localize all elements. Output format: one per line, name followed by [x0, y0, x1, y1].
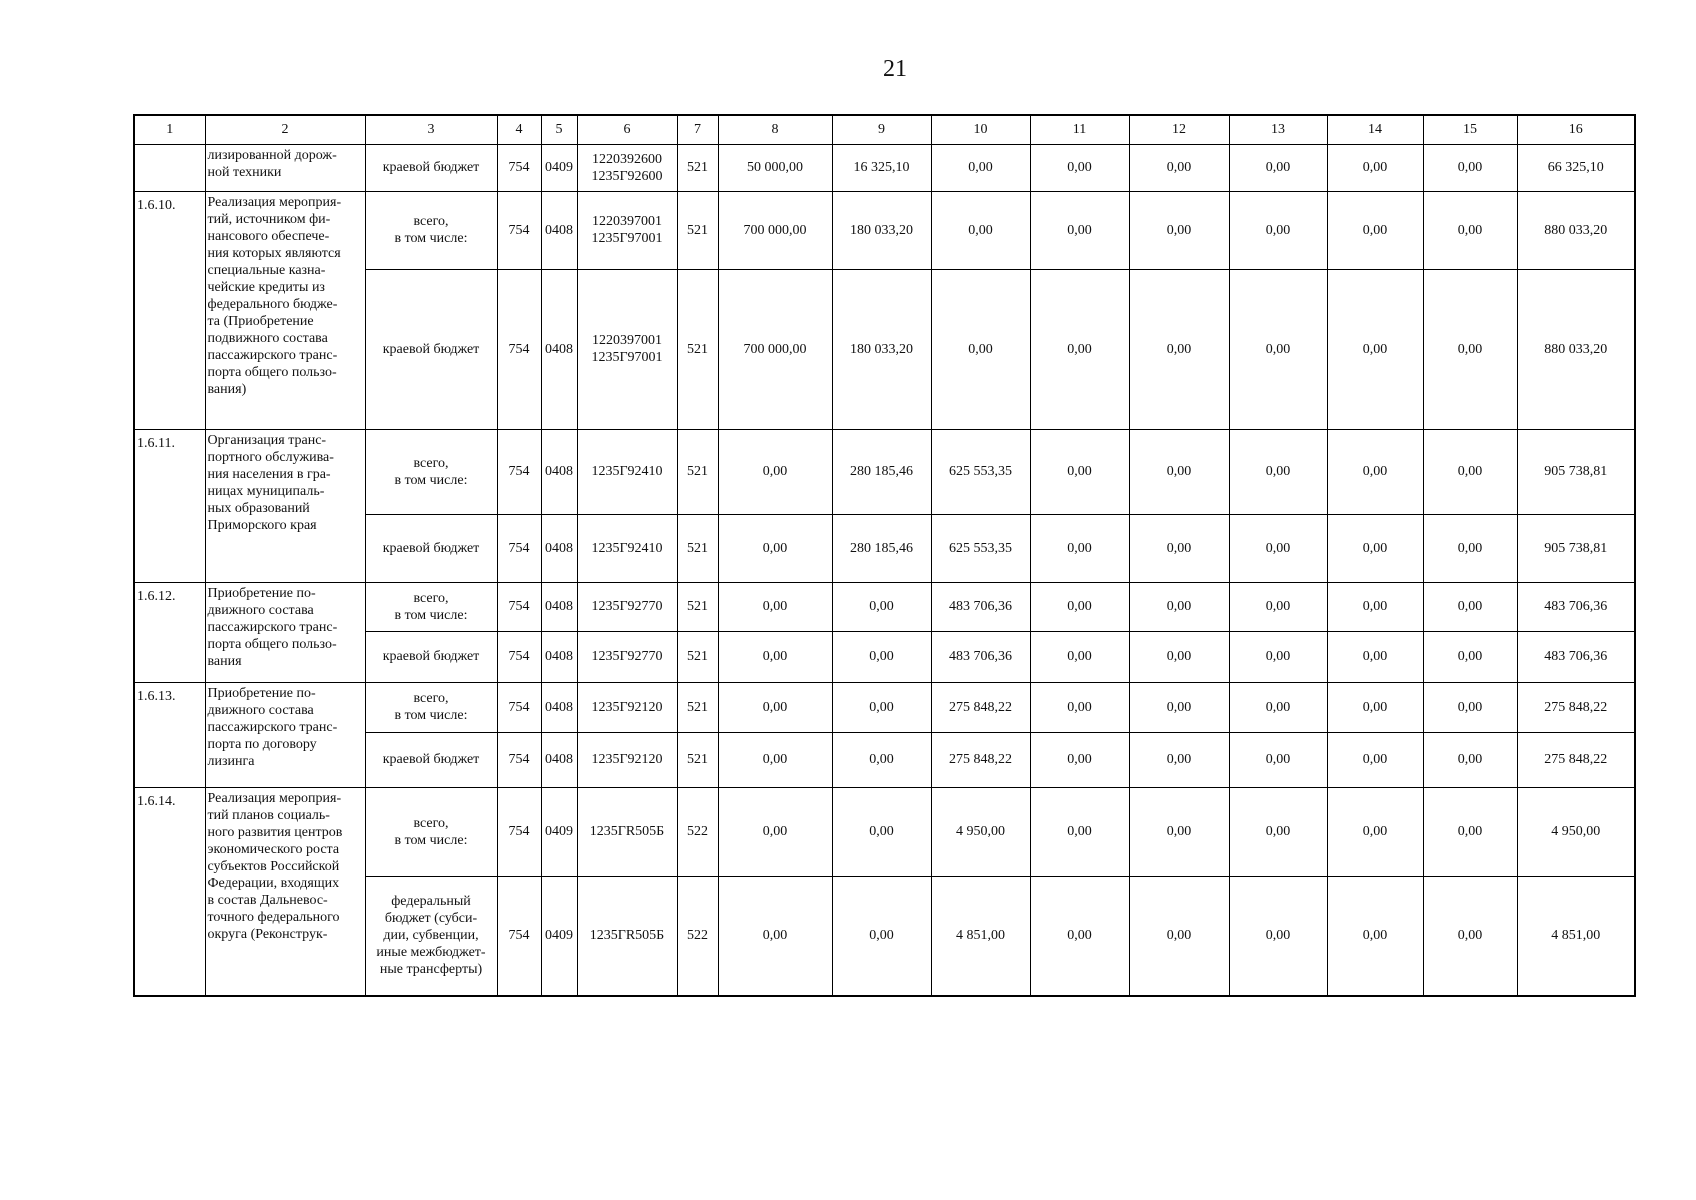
header-row [134, 115, 1635, 144]
funding-source: всего, в том числе: [365, 582, 497, 631]
header-cell: 1 [134, 115, 205, 144]
amount-cell: 0,00 [1423, 514, 1517, 582]
amount-cell: 0,00 [718, 514, 832, 582]
amount-cell: 0,00 [1129, 787, 1229, 876]
amount-cell: 0,00 [718, 682, 832, 732]
table-row [134, 787, 1635, 876]
amount-cell: 180 033,20 [832, 191, 931, 269]
amount-cell: 0,00 [1129, 191, 1229, 269]
funding-source: всего, в том числе: [365, 191, 497, 269]
target-article-code: 1235Г92770 [577, 582, 677, 631]
header-cell: 3 [365, 115, 497, 144]
target-article-code: 1235Г92120 [577, 682, 677, 732]
expense-type-code: 521 [677, 682, 718, 732]
amount-cell: 0,00 [1327, 144, 1423, 191]
amount-cell: 0,00 [1229, 429, 1327, 514]
header-cell: 5 [541, 115, 577, 144]
section-code: 0408 [541, 514, 577, 582]
section-code: 0408 [541, 631, 577, 682]
amount-cell: 4 950,00 [1517, 787, 1635, 876]
amount-cell: 0,00 [1229, 514, 1327, 582]
admin-code: 754 [497, 787, 541, 876]
expense-type-code: 521 [677, 514, 718, 582]
amount-cell: 0,00 [1030, 631, 1129, 682]
amount-cell: 4 851,00 [931, 876, 1030, 996]
amount-cell: 0,00 [718, 429, 832, 514]
amount-cell: 0,00 [1030, 732, 1129, 787]
expense-type-code: 521 [677, 631, 718, 682]
amount-cell: 275 848,22 [931, 732, 1030, 787]
amount-cell: 50 000,00 [718, 144, 832, 191]
header-cell: 14 [1327, 115, 1423, 144]
header-cell: 6 [577, 115, 677, 144]
header-cell: 8 [718, 115, 832, 144]
amount-cell: 905 738,81 [1517, 514, 1635, 582]
item-name: лизированной дорож- ной техники [205, 144, 365, 191]
header-cell: 11 [1030, 115, 1129, 144]
expense-type-code: 521 [677, 582, 718, 631]
amount-cell: 0,00 [931, 191, 1030, 269]
amount-cell: 16 325,10 [832, 144, 931, 191]
amount-cell: 0,00 [1129, 429, 1229, 514]
amount-cell: 280 185,46 [832, 429, 931, 514]
amount-cell: 0,00 [1129, 144, 1229, 191]
admin-code: 754 [497, 732, 541, 787]
section-code: 0408 [541, 191, 577, 269]
admin-code: 754 [497, 269, 541, 429]
amount-cell: 0,00 [1327, 631, 1423, 682]
amount-cell: 0,00 [1129, 514, 1229, 582]
amount-cell: 0,00 [1030, 191, 1129, 269]
expense-type-code: 521 [677, 732, 718, 787]
amount-cell: 700 000,00 [718, 269, 832, 429]
amount-cell: 0,00 [832, 876, 931, 996]
item-number [134, 144, 205, 191]
section-code: 0409 [541, 787, 577, 876]
header-cell: 15 [1423, 115, 1517, 144]
table-body [134, 115, 1635, 996]
expense-type-code: 521 [677, 429, 718, 514]
amount-cell: 4 950,00 [931, 787, 1030, 876]
funding-source: краевой бюджет [365, 269, 497, 429]
expense-type-code: 521 [677, 269, 718, 429]
admin-code: 754 [497, 429, 541, 514]
item-name: Реализация мероприя- тий планов социаль- ного развития центров экономического роста субъектов Российской Федерации, входящих в состав Дальневос- точного федерального округа (Реконструк- [205, 787, 365, 996]
amount-cell: 625 553,35 [931, 514, 1030, 582]
amount-cell: 483 706,36 [931, 582, 1030, 631]
amount-cell: 0,00 [1327, 682, 1423, 732]
amount-cell: 0,00 [1423, 682, 1517, 732]
funding-source: краевой бюджет [365, 144, 497, 191]
amount-cell: 0,00 [1030, 682, 1129, 732]
item-name: Организация транс- портного обслужива- ния населения в гра- ницах муниципаль- ных образований Приморского края [205, 429, 365, 582]
amount-cell: 0,00 [832, 631, 931, 682]
amount-cell: 0,00 [1327, 429, 1423, 514]
target-article-code: 1220397001 1235Г97001 [577, 269, 677, 429]
amount-cell: 0,00 [1423, 732, 1517, 787]
amount-cell: 0,00 [718, 787, 832, 876]
amount-cell: 0,00 [1030, 876, 1129, 996]
header-cell: 16 [1517, 115, 1635, 144]
admin-code: 754 [497, 191, 541, 269]
target-article-code: 1235Г92120 [577, 732, 677, 787]
amount-cell: 0,00 [931, 144, 1030, 191]
funding-source: краевой бюджет [365, 732, 497, 787]
table-row [134, 429, 1635, 514]
amount-cell: 483 706,36 [1517, 631, 1635, 682]
header-cell: 13 [1229, 115, 1327, 144]
section-code: 0408 [541, 732, 577, 787]
amount-cell: 0,00 [1229, 682, 1327, 732]
amount-cell: 0,00 [1030, 514, 1129, 582]
item-number: 1.6.13. [134, 682, 205, 787]
amount-cell: 0,00 [1327, 732, 1423, 787]
amount-cell: 0,00 [1030, 144, 1129, 191]
amount-cell: 700 000,00 [718, 191, 832, 269]
header-cell: 2 [205, 115, 365, 144]
amount-cell: 275 848,22 [931, 682, 1030, 732]
amount-cell: 0,00 [1327, 269, 1423, 429]
amount-cell: 0,00 [1327, 876, 1423, 996]
amount-cell: 0,00 [1423, 429, 1517, 514]
table-row [134, 191, 1635, 269]
amount-cell: 0,00 [1423, 787, 1517, 876]
amount-cell: 0,00 [1229, 631, 1327, 682]
funding-source: всего, в том числе: [365, 429, 497, 514]
funding-source: федеральный бюджет (субси- дии, субвенции, иные межбюджет- ные трансферты) [365, 876, 497, 996]
amount-cell: 0,00 [1030, 787, 1129, 876]
table-row [134, 582, 1635, 631]
amount-cell: 0,00 [1423, 876, 1517, 996]
amount-cell: 0,00 [832, 582, 931, 631]
amount-cell: 0,00 [1129, 582, 1229, 631]
amount-cell: 0,00 [1129, 732, 1229, 787]
amount-cell: 0,00 [1129, 876, 1229, 996]
amount-cell: 0,00 [1030, 582, 1129, 631]
amount-cell: 0,00 [1129, 682, 1229, 732]
admin-code: 754 [497, 144, 541, 191]
section-code: 0409 [541, 144, 577, 191]
admin-code: 754 [497, 514, 541, 582]
amount-cell: 0,00 [1129, 269, 1229, 429]
target-article-code: 1235Г92410 [577, 514, 677, 582]
header-cell: 10 [931, 115, 1030, 144]
expense-type-code: 522 [677, 787, 718, 876]
target-article-code: 1235Г92770 [577, 631, 677, 682]
section-code: 0408 [541, 429, 577, 514]
amount-cell: 625 553,35 [931, 429, 1030, 514]
amount-cell: 483 706,36 [1517, 582, 1635, 631]
amount-cell: 880 033,20 [1517, 269, 1635, 429]
amount-cell: 0,00 [1229, 582, 1327, 631]
target-article-code: 1235ГR505Б [577, 787, 677, 876]
amount-cell: 4 851,00 [1517, 876, 1635, 996]
target-article-code: 1235Г92410 [577, 429, 677, 514]
item-number: 1.6.12. [134, 582, 205, 682]
amount-cell: 0,00 [718, 876, 832, 996]
admin-code: 754 [497, 682, 541, 732]
amount-cell: 0,00 [1423, 582, 1517, 631]
amount-cell: 275 848,22 [1517, 732, 1635, 787]
section-code: 0408 [541, 269, 577, 429]
target-article-code: 1220392600 1235Г92600 [577, 144, 677, 191]
funding-source: всего, в том числе: [365, 787, 497, 876]
header-cell: 4 [497, 115, 541, 144]
section-code: 0408 [541, 682, 577, 732]
expense-type-code: 521 [677, 191, 718, 269]
table-row [134, 682, 1635, 732]
amount-cell: 0,00 [1229, 191, 1327, 269]
amount-cell: 0,00 [832, 732, 931, 787]
amount-cell: 180 033,20 [832, 269, 931, 429]
amount-cell: 0,00 [1423, 631, 1517, 682]
amount-cell: 0,00 [1327, 582, 1423, 631]
amount-cell: 0,00 [1327, 514, 1423, 582]
page-number: 21 [883, 56, 907, 82]
header-cell: 9 [832, 115, 931, 144]
funding-source: всего, в том числе: [365, 682, 497, 732]
expense-type-code: 522 [677, 876, 718, 996]
amount-cell: 0,00 [718, 631, 832, 682]
section-code: 0409 [541, 876, 577, 996]
amount-cell: 0,00 [718, 582, 832, 631]
amount-cell: 483 706,36 [931, 631, 1030, 682]
amount-cell: 0,00 [1229, 787, 1327, 876]
target-article-code: 1220397001 1235Г97001 [577, 191, 677, 269]
amount-cell: 275 848,22 [1517, 682, 1635, 732]
item-number: 1.6.11. [134, 429, 205, 582]
header-cell: 12 [1129, 115, 1229, 144]
target-article-code: 1235ГR505Б [577, 876, 677, 996]
amount-cell: 0,00 [1327, 191, 1423, 269]
item-number: 1.6.10. [134, 191, 205, 429]
amount-cell: 0,00 [1423, 144, 1517, 191]
amount-cell: 905 738,81 [1517, 429, 1635, 514]
header-cell: 7 [677, 115, 718, 144]
amount-cell: 0,00 [1229, 269, 1327, 429]
funding-source: краевой бюджет [365, 514, 497, 582]
amount-cell: 66 325,10 [1517, 144, 1635, 191]
amount-cell: 0,00 [1327, 787, 1423, 876]
amount-cell: 0,00 [1030, 429, 1129, 514]
amount-cell: 0,00 [1423, 191, 1517, 269]
amount-cell: 0,00 [832, 682, 931, 732]
admin-code: 754 [497, 582, 541, 631]
admin-code: 754 [497, 631, 541, 682]
admin-code: 754 [497, 876, 541, 996]
expense-type-code: 521 [677, 144, 718, 191]
amount-cell: 0,00 [1423, 269, 1517, 429]
item-name: Приобретение по- движного состава пассажирского транс- порта общего пользо- вания [205, 582, 365, 682]
amount-cell: 0,00 [1129, 631, 1229, 682]
amount-cell: 280 185,46 [832, 514, 931, 582]
section-code: 0408 [541, 582, 577, 631]
funding-source: краевой бюджет [365, 631, 497, 682]
table-row [134, 144, 1635, 191]
amount-cell: 0,00 [1229, 876, 1327, 996]
item-name: Реализация мероприя- тий, источником фи- нансового обеспече- ния которых являются специальные казна- чейские кредиты из федерального бюдже- та (Приобретение подвижного состава пассажирского транс- порта общего пользо- вания) [205, 191, 365, 429]
amount-cell: 0,00 [931, 269, 1030, 429]
amount-cell: 0,00 [1229, 144, 1327, 191]
amount-cell: 880 033,20 [1517, 191, 1635, 269]
amount-cell: 0,00 [1030, 269, 1129, 429]
budget-table [133, 114, 1636, 997]
amount-cell: 0,00 [832, 787, 931, 876]
amount-cell: 0,00 [718, 732, 832, 787]
item-number: 1.6.14. [134, 787, 205, 996]
item-name: Приобретение по- движного состава пассажирского транс- порта по договору лизинга [205, 682, 365, 787]
amount-cell: 0,00 [1229, 732, 1327, 787]
